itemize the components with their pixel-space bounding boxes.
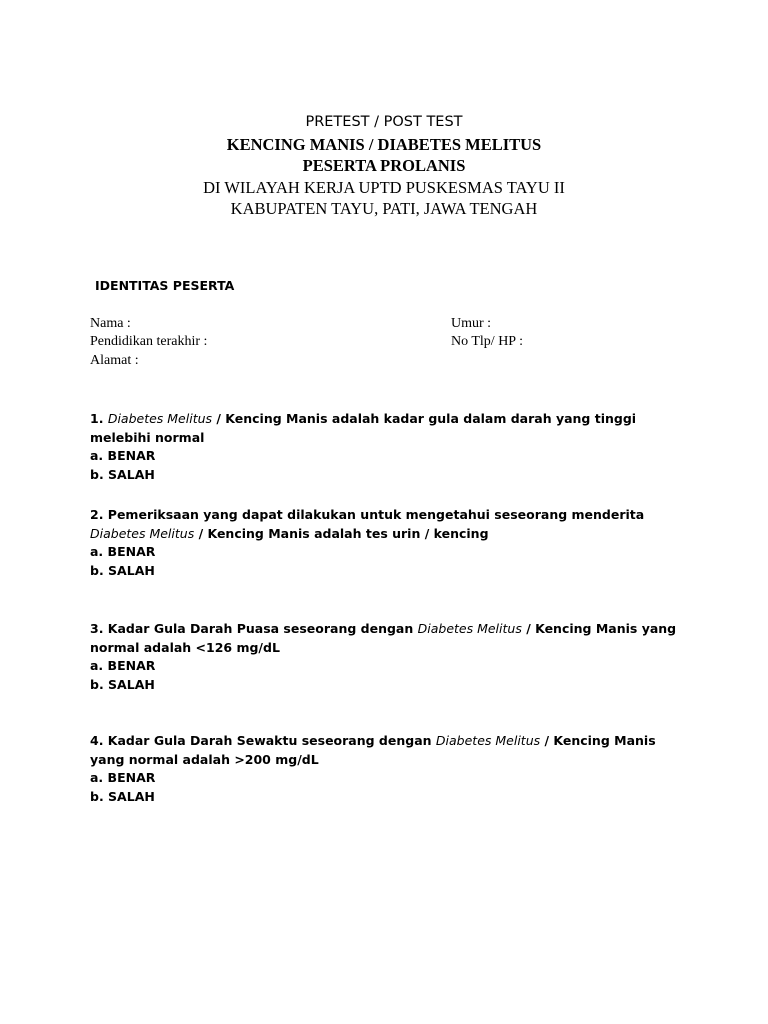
district-line: KABUPATEN TAYU, PATI, JAWA TENGAH [230, 199, 538, 218]
question-4-option-a: a. BENAR [90, 770, 156, 785]
question-2-option-b: b. SALAH [90, 562, 155, 578]
question-2-option-a: a. BENAR [90, 544, 156, 559]
alamat-field-label: Alamat : [90, 353, 139, 368]
identity-section-title: IDENTITAS PESERTA [95, 278, 235, 293]
nama-field-label: Nama : [90, 316, 131, 331]
pretest-heading: PRETEST / POST TEST [305, 114, 463, 130]
question-3-option-a: a. BENAR [90, 658, 156, 673]
question-4-option-b: b. SALAH [90, 788, 155, 804]
pendidikan-field-label: Pendidikan terakhir : [90, 334, 208, 349]
question-3-text: 3. Kadar Gula Darah Puasa seseorang dengan Diabetes Melitus / Kencing Manis yang normal adalah <126 mg/dL [90, 621, 677, 655]
question-4-text: 4. Kadar Gula Darah Sewaktu seseorang dengan Diabetes Melitus / Kencing Manis yang normal adalah >200 mg/dL [90, 733, 656, 767]
question-1-option-b: b. SALAH [90, 466, 155, 482]
question-2-text: 2. Pemeriksaan yang dapat dilakukan untuk mengetahui seseorang menderita Diabetes Melitus / Kencing Manis adalah tes urin / kencing [90, 507, 645, 541]
question-1-text: 1. Diabetes Melitus / Kencing Manis adalah kadar gula dalam darah yang tinggi melebihi normal [90, 411, 637, 445]
telp-field-label: No Tlp/ HP : [451, 334, 523, 349]
question-3-option-b: b. SALAH [90, 676, 155, 692]
document-title: KENCING MANIS / DIABETES MELITUS [226, 135, 542, 154]
question-3 [90, 620, 690, 694]
question-1-option-a: a. BENAR [90, 448, 156, 463]
region-line: DI WILAYAH KERJA UPTD PUSKESMAS TAYU II [203, 178, 565, 197]
document-subtitle: PESERTA PROLANIS [302, 156, 466, 175]
umur-field-label: Umur : [451, 316, 492, 331]
question-4 [90, 732, 690, 806]
question-2 [90, 506, 690, 580]
question-1 [90, 410, 690, 484]
